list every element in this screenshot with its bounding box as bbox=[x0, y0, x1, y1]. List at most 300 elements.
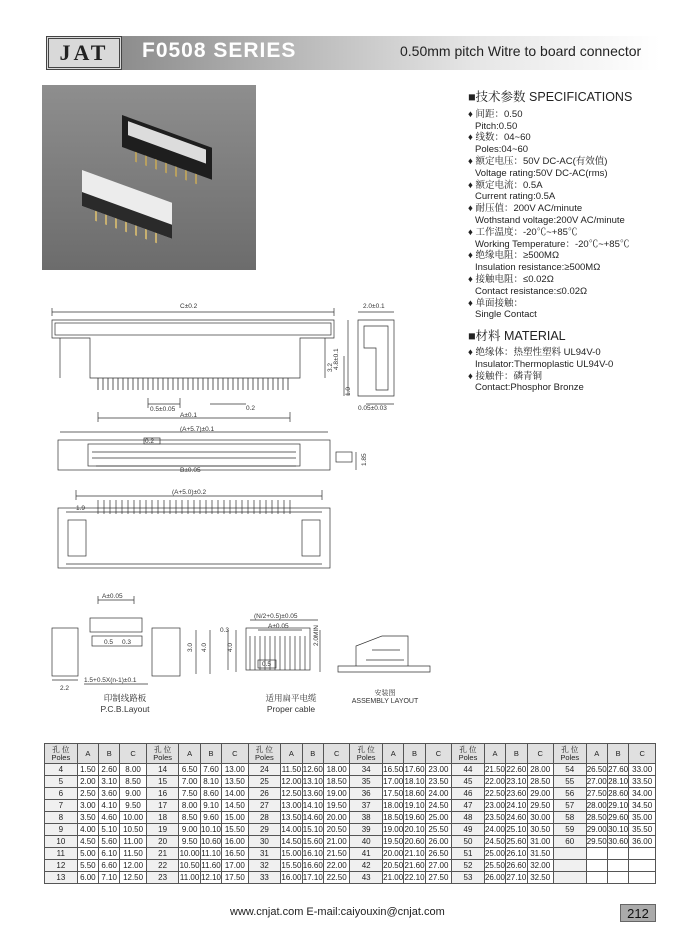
dim-cell: 16.10 bbox=[302, 849, 323, 858]
table-row bbox=[45, 800, 656, 812]
poles-cell: 14 bbox=[146, 764, 179, 776]
dim-h4: 1.0 bbox=[345, 386, 352, 396]
dim-cell: 34.00 bbox=[629, 788, 656, 800]
dim-cell: 36.00 bbox=[629, 836, 656, 848]
poles-cell: 5 bbox=[45, 776, 78, 788]
dim-cell: 24.00 bbox=[425, 788, 451, 800]
dim-cell: 14.60 bbox=[302, 813, 323, 822]
dim-cell: 12.00 bbox=[281, 777, 302, 786]
poles-cell: 46 bbox=[452, 788, 485, 800]
jat-logo: JAT bbox=[46, 36, 122, 70]
dim-cell: 27.00 bbox=[425, 860, 451, 872]
table-row bbox=[45, 788, 656, 800]
spec-item-cn: ♦ 额定电压：50V DC-AC(有效值) bbox=[468, 155, 608, 167]
dim-h2: 4.8±0.1 bbox=[333, 348, 340, 370]
dim-cell: 29.00 bbox=[527, 788, 553, 800]
dim-cell: 25.60 bbox=[506, 837, 527, 846]
col-header-poles: 孔 位 Poles bbox=[452, 744, 485, 764]
poles-cell: 53 bbox=[452, 872, 485, 884]
dim-cell: 18.10 bbox=[404, 777, 425, 786]
poles-cell: 55 bbox=[553, 776, 586, 788]
dim-cell: 26.50 bbox=[586, 765, 607, 774]
dim-cell: 15.00 bbox=[281, 849, 302, 858]
series-title: F0508 SERIES bbox=[142, 39, 297, 62]
dim-cell: 13.60 bbox=[302, 789, 323, 798]
dim-cell: 19.50 bbox=[383, 837, 404, 846]
dim-cell: 28.60 bbox=[608, 789, 629, 798]
col-header-c: C bbox=[527, 744, 553, 764]
col-header-b: B bbox=[302, 744, 323, 764]
dim-cell: 3.50 bbox=[77, 812, 98, 824]
dim-cell: 24.10 bbox=[506, 801, 527, 810]
dim-cell: 8.50 bbox=[179, 812, 200, 824]
dim-cell: 9.00 bbox=[179, 824, 200, 836]
dim-p03: 0.3 bbox=[122, 639, 132, 646]
poles-cell: 58 bbox=[553, 812, 586, 824]
poles-cell: 6 bbox=[45, 788, 78, 800]
material-item-en: Contact:Phosphor Bronze bbox=[475, 382, 584, 394]
dim-cell: 9.10 bbox=[200, 800, 221, 812]
dim-cell: 13.00 bbox=[281, 801, 302, 810]
spec-heading: ■技术参数 SPECIFICATIONS bbox=[468, 90, 633, 104]
spec-item-en: Wothstand voltage:200V AC/minute bbox=[475, 214, 625, 226]
dim-h1: 2.0±0.1 bbox=[363, 303, 385, 310]
col-header-poles: 孔 位 Poles bbox=[350, 744, 383, 764]
dim-cell: 33.00 bbox=[629, 764, 656, 776]
col-header-poles: 孔 位 Poles bbox=[45, 744, 78, 764]
dim-cell: 14.00 bbox=[222, 788, 248, 800]
spec-item-en: Working Temperature：-20℃~+85℃ bbox=[475, 238, 630, 250]
table-row bbox=[45, 776, 656, 788]
dim-cell: 20.10 bbox=[404, 825, 425, 834]
dim-cell: 27.50 bbox=[586, 789, 607, 798]
dim-cell: 24.00 bbox=[484, 825, 505, 834]
poles-cell: 20 bbox=[146, 836, 179, 848]
dim-cell: 10.00 bbox=[179, 849, 200, 858]
poles-cell: 33 bbox=[248, 872, 281, 884]
dim-cell: 29.00 bbox=[586, 825, 607, 834]
dim-cell: 21.00 bbox=[323, 836, 349, 848]
table-row bbox=[45, 836, 656, 848]
dim-cell: 11.60 bbox=[201, 861, 221, 870]
dim-s1: 0.2 bbox=[145, 438, 155, 445]
dim-cell: 16.60 bbox=[302, 861, 323, 870]
col-header-a: A bbox=[484, 744, 505, 764]
dim-cell: 25.10 bbox=[506, 825, 527, 834]
table-row bbox=[45, 812, 656, 824]
poles-cell: 26 bbox=[248, 788, 281, 800]
dim-cell: 23.50 bbox=[484, 813, 505, 822]
dim-cell: 8.00 bbox=[179, 800, 200, 812]
poles-cell: 9 bbox=[45, 824, 78, 836]
dim-cell bbox=[607, 860, 628, 872]
dim-cell: 25.00 bbox=[425, 812, 451, 824]
dim-cell: 18.50 bbox=[383, 813, 404, 822]
dim-cell: 6.00 bbox=[77, 872, 98, 884]
dim-cell: 27.50 bbox=[425, 872, 451, 884]
dim-cell: 13.00 bbox=[222, 764, 248, 776]
dim-cell: 10.10 bbox=[200, 825, 221, 834]
poles-cell: 30 bbox=[248, 836, 281, 848]
dim-d3: A±0.1 bbox=[180, 412, 197, 419]
poles-cell: 60 bbox=[553, 836, 586, 848]
col-header-b: B bbox=[404, 744, 425, 764]
dim-p30: 3.0 bbox=[187, 642, 194, 652]
dim-cell: 28.50 bbox=[527, 776, 553, 788]
dim-cell: 2.00 bbox=[77, 776, 98, 788]
poles-cell: 56 bbox=[553, 788, 586, 800]
spec-item-en: Single Contact bbox=[475, 309, 537, 321]
dim-ca2: A±0.05 bbox=[268, 623, 289, 630]
dim-cell: 7.10 bbox=[99, 872, 120, 884]
dim-cell: 15.60 bbox=[302, 837, 323, 846]
dim-cell: 8.60 bbox=[200, 788, 221, 800]
dim-cell: 25.50 bbox=[425, 824, 451, 836]
dim-cell: 20.00 bbox=[383, 849, 404, 858]
dim-cell: 17.00 bbox=[383, 777, 404, 786]
dim-cell: 3.00 bbox=[77, 800, 98, 812]
col-header-poles: 孔 位 Poles bbox=[248, 744, 281, 764]
dim-cell: 9.50 bbox=[179, 836, 200, 848]
poles-cell: 16 bbox=[146, 788, 179, 800]
footer-contact: www.cnjat.com E-mail:caiyouxin@cnjat.com bbox=[230, 906, 445, 918]
poles-cell: 59 bbox=[553, 824, 586, 836]
poles-cell: 45 bbox=[452, 776, 485, 788]
poles-cell: 7 bbox=[45, 800, 78, 812]
dim-cell: 11.50 bbox=[120, 848, 146, 860]
dim-cell: 12.50 bbox=[281, 789, 302, 798]
poles-cell: 39 bbox=[350, 824, 383, 836]
col-header-a: A bbox=[77, 744, 98, 764]
dim-cell: 6.10 bbox=[99, 848, 120, 860]
dim-cell: 14.10 bbox=[302, 801, 323, 810]
dim-cell: 19.00 bbox=[323, 788, 349, 800]
dim-cell: 1.50 bbox=[77, 764, 98, 776]
dim-cell: 10.50 bbox=[179, 861, 200, 870]
dim-p05: 0.5 bbox=[104, 639, 114, 646]
dim-cell: 12.60 bbox=[302, 765, 323, 774]
dim-pf: 1.5+0.5X(n-1)±0.1 bbox=[84, 677, 137, 684]
dim-d1: 0.5±0.05 bbox=[150, 406, 176, 413]
poles-cell: 42 bbox=[350, 860, 383, 872]
dim-cell: 28.00 bbox=[586, 801, 607, 810]
spec-item-en: Voltage rating:50V DC-AC(rms) bbox=[475, 167, 608, 179]
dim-v1: 1.85 bbox=[361, 453, 368, 466]
poles-cell: 38 bbox=[350, 812, 383, 824]
dim-cell: 25.00 bbox=[484, 849, 505, 858]
poles-cell: 19 bbox=[146, 824, 179, 836]
col-header-c: C bbox=[425, 744, 451, 764]
dim-cell: 9.00 bbox=[120, 788, 146, 800]
dim-ca: (N/2+0.5)±0.05 bbox=[254, 613, 298, 620]
poles-cell: 12 bbox=[45, 860, 78, 872]
dim-cell: 11.10 bbox=[201, 849, 221, 858]
dim-cell bbox=[629, 872, 656, 884]
dim-cell: 11.00 bbox=[179, 873, 200, 882]
poles-cell: 22 bbox=[146, 860, 179, 872]
dim-cell: 2.60 bbox=[99, 764, 120, 776]
dim-cell: 30.00 bbox=[527, 812, 553, 824]
dim-pa: A±0.05 bbox=[102, 593, 123, 600]
dim-cell: 28.10 bbox=[608, 777, 629, 786]
dim-cell: 15.00 bbox=[222, 812, 248, 824]
dim-a2: (A+5.0)±0.2 bbox=[172, 489, 207, 496]
spec-item-en: Poles:04~60 bbox=[475, 144, 529, 156]
col-header-c: C bbox=[222, 744, 248, 764]
dim-cell: 17.60 bbox=[404, 765, 425, 774]
assembly-caption: 安装图 ASSEMBLY LAYOUT bbox=[351, 690, 419, 705]
dim-cell bbox=[586, 872, 607, 884]
cable-caption: 适用扁平电缆 Proper cable bbox=[265, 693, 317, 714]
table-row bbox=[45, 848, 656, 860]
col-header-b: B bbox=[607, 744, 628, 764]
dim-cell: 16.00 bbox=[222, 836, 248, 848]
spec-item-en: Pitch:0.50 bbox=[475, 120, 518, 132]
dim-cell: 10.50 bbox=[120, 824, 146, 836]
col-header-b: B bbox=[99, 744, 120, 764]
dim-cell: 11.50 bbox=[281, 765, 302, 774]
dim-cell: 23.50 bbox=[425, 776, 451, 788]
dim-cell: 3.60 bbox=[99, 788, 120, 800]
spec-item-cn: ♦ 耐压值：200V AC/minute bbox=[468, 203, 583, 215]
col-header-b: B bbox=[200, 744, 221, 764]
dim-cell: 17.50 bbox=[383, 789, 404, 798]
dim-cell: 5.50 bbox=[77, 860, 98, 872]
poles-cell: 8 bbox=[45, 812, 78, 824]
dim-cell: 4.10 bbox=[99, 800, 120, 812]
dim-cell: 2.50 bbox=[77, 788, 98, 800]
dim-cell bbox=[586, 848, 607, 860]
dim-cell: 13.10 bbox=[302, 777, 323, 786]
dim-d2: 0.2 bbox=[246, 405, 256, 412]
dim-cell: 24.50 bbox=[484, 837, 505, 846]
dim-cell: 31.50 bbox=[527, 848, 553, 860]
dim-cell: 22.10 bbox=[404, 873, 425, 882]
dim-cell: 13.50 bbox=[222, 776, 248, 788]
poles-cell: 15 bbox=[146, 776, 179, 788]
dim-cell: 18.00 bbox=[323, 764, 349, 776]
dim-cell bbox=[607, 848, 628, 860]
dim-p22: 2.2 bbox=[60, 685, 70, 692]
dim-cell: 33.50 bbox=[629, 776, 656, 788]
dim-cell: 12.50 bbox=[120, 872, 146, 884]
dim-cell: 20.50 bbox=[323, 824, 349, 836]
table-row bbox=[45, 860, 656, 872]
dim-cell bbox=[607, 872, 628, 884]
dim-cell: 20.50 bbox=[383, 861, 404, 870]
poles-cell: 10 bbox=[45, 836, 78, 848]
dim-cell: 9.50 bbox=[120, 800, 146, 812]
poles-cell: 11 bbox=[45, 848, 78, 860]
material-item-cn: ♦ 接触件：磷青铜 bbox=[468, 370, 542, 382]
dim-cell: 29.10 bbox=[608, 801, 629, 810]
spec-item-cn: ♦ 绝缘电阻：≥500MΩ bbox=[468, 250, 560, 262]
dim-cell: 10.60 bbox=[200, 837, 221, 846]
poles-cell: 34 bbox=[350, 764, 383, 776]
poles-cell: 54 bbox=[553, 764, 586, 776]
dim-cell: 14.00 bbox=[281, 825, 302, 834]
poles-cell: 44 bbox=[452, 764, 485, 776]
poles-cell: 35 bbox=[350, 776, 383, 788]
dim-cell: 16.00 bbox=[281, 873, 302, 882]
dim-cell: 26.10 bbox=[506, 849, 527, 858]
dim-cell: 21.60 bbox=[404, 861, 425, 870]
poles-cell: 41 bbox=[350, 848, 383, 860]
dim-cell: 19.10 bbox=[404, 801, 425, 810]
dim-cell: 17.10 bbox=[302, 873, 323, 882]
spec-item-cn: ♦ 间距：0.50 bbox=[468, 108, 523, 120]
poles-cell: 43 bbox=[350, 872, 383, 884]
dim-cell: 22.00 bbox=[323, 860, 349, 872]
dim-cell: 23.00 bbox=[425, 764, 451, 776]
poles-cell: 21 bbox=[146, 848, 179, 860]
dim-cell: 28.00 bbox=[527, 764, 553, 776]
dim-cell: 21.00 bbox=[383, 873, 404, 882]
dim-cell: 35.00 bbox=[629, 812, 656, 824]
dim-cell: 23.10 bbox=[506, 777, 527, 786]
page-number: 212 bbox=[620, 904, 656, 922]
poles-cell: 40 bbox=[350, 836, 383, 848]
poles-cell: 50 bbox=[452, 836, 485, 848]
dim-cell: 22.50 bbox=[323, 872, 349, 884]
poles-cell bbox=[553, 872, 586, 884]
poles-cell: 37 bbox=[350, 800, 383, 812]
dim-cell: 24.60 bbox=[506, 813, 527, 822]
dim-v2: 1.9 bbox=[76, 505, 86, 512]
poles-cell: 32 bbox=[248, 860, 281, 872]
dim-cell: 21.50 bbox=[323, 848, 349, 860]
dim-h3: 3.2 bbox=[327, 362, 334, 372]
dim-cell: 26.00 bbox=[425, 836, 451, 848]
dim-cell: 7.50 bbox=[179, 788, 200, 800]
spec-item-cn: ♦ 接触电阻：≤0.02Ω bbox=[468, 273, 554, 285]
dim-cell: 27.00 bbox=[586, 777, 607, 786]
poles-cell: 24 bbox=[248, 764, 281, 776]
dim-cell: 17.50 bbox=[222, 872, 248, 884]
dim-cell: 22.50 bbox=[484, 789, 505, 798]
spec-item-en: Contact resistance:≤0.02Ω bbox=[475, 285, 588, 297]
dim-c: C±0.2 bbox=[180, 303, 198, 310]
dim-cell: 8.10 bbox=[200, 776, 221, 788]
dim-cell: 10.00 bbox=[120, 812, 146, 824]
dim-cell: 20.60 bbox=[404, 837, 425, 846]
poles-cell: 47 bbox=[452, 800, 485, 812]
dim-cell: 17.00 bbox=[222, 860, 248, 872]
dim-c05: 0.5 bbox=[262, 661, 272, 668]
dim-cell: 26.50 bbox=[425, 848, 451, 860]
dim-cell: 25.50 bbox=[484, 861, 505, 870]
spec-item-en: Current rating:0.5A bbox=[475, 191, 556, 203]
poles-cell: 4 bbox=[45, 764, 78, 776]
poles-cell: 57 bbox=[553, 800, 586, 812]
dim-cell: 16.50 bbox=[383, 765, 404, 774]
dim-cell: 30.60 bbox=[608, 837, 629, 846]
table-row bbox=[45, 872, 656, 884]
dim-cell: 6.60 bbox=[99, 860, 120, 872]
dim-cell: 7.60 bbox=[200, 764, 221, 776]
table-row bbox=[45, 824, 656, 836]
poles-cell: 27 bbox=[248, 800, 281, 812]
dim-cell: 21.50 bbox=[484, 765, 505, 774]
dim-cell: 28.50 bbox=[586, 813, 607, 822]
dim-cell: 35.50 bbox=[629, 824, 656, 836]
dim-cell: 20.00 bbox=[323, 812, 349, 824]
dim-cell: 26.00 bbox=[484, 873, 505, 882]
dim-cell: 11.00 bbox=[120, 836, 146, 848]
poles-cell: 13 bbox=[45, 872, 78, 884]
dim-d4: (A+5.7)±0.1 bbox=[180, 426, 215, 433]
poles-cell: 25 bbox=[248, 776, 281, 788]
dim-cell: 7.00 bbox=[179, 776, 200, 788]
dim-cell: 32.50 bbox=[527, 872, 553, 884]
dim-cell: 8.50 bbox=[120, 776, 146, 788]
dim-c20: 2.0MIN bbox=[313, 625, 320, 646]
dim-h5: 0.05±0.03 bbox=[358, 405, 387, 412]
material-item-cn: ♦ 绝缘体：热塑性塑料 UL94V-0 bbox=[468, 346, 601, 358]
dim-cell: 22.60 bbox=[506, 765, 527, 774]
poles-cell: 29 bbox=[248, 824, 281, 836]
col-header-a: A bbox=[179, 744, 200, 764]
dim-cell: 23.60 bbox=[506, 789, 527, 798]
dim-cell: 32.00 bbox=[527, 860, 553, 872]
spec-item-cn: ♦ 线数：04~60 bbox=[468, 132, 531, 144]
dim-cell: 4.00 bbox=[77, 824, 98, 836]
dim-cell: 29.50 bbox=[586, 837, 607, 846]
dim-cell: 12.00 bbox=[120, 860, 146, 872]
col-header-poles: 孔 位 Poles bbox=[146, 744, 179, 764]
col-header-a: A bbox=[281, 744, 302, 764]
dim-cell: 15.50 bbox=[222, 824, 248, 836]
dim-cell: 16.50 bbox=[222, 848, 248, 860]
dim-cell: 14.50 bbox=[222, 800, 248, 812]
col-header-a: A bbox=[383, 744, 404, 764]
col-header-c: C bbox=[120, 744, 146, 764]
poles-cell: 49 bbox=[452, 824, 485, 836]
dim-cell: 22.00 bbox=[484, 777, 505, 786]
dim-cell bbox=[629, 848, 656, 860]
dimension-table bbox=[44, 743, 656, 884]
subtitle: 0.50mm pitch Witre to board connector bbox=[400, 43, 642, 59]
dim-cell: 5.00 bbox=[77, 848, 98, 860]
material-item-en: Insulator:Thermoplastic UL94V-0 bbox=[475, 358, 614, 370]
dim-cell: 30.10 bbox=[608, 825, 629, 834]
col-header-c: C bbox=[323, 744, 349, 764]
dim-cell: 14.50 bbox=[281, 837, 302, 846]
dim-cell: 4.60 bbox=[99, 812, 120, 824]
poles-cell: 31 bbox=[248, 848, 281, 860]
dim-cell: 8.00 bbox=[120, 764, 146, 776]
dim-cell: 15.10 bbox=[302, 825, 323, 834]
dim-cell: 30.50 bbox=[527, 824, 553, 836]
dim-cell bbox=[629, 860, 656, 872]
poles-cell bbox=[553, 860, 586, 872]
poles-cell: 18 bbox=[146, 812, 179, 824]
poles-cell: 48 bbox=[452, 812, 485, 824]
col-header-b: B bbox=[506, 744, 527, 764]
dim-p40: 4.0 bbox=[201, 642, 208, 652]
dim-cell: 6.50 bbox=[179, 764, 200, 776]
dim-b: B±0.05 bbox=[180, 467, 201, 474]
dim-cell: 29.60 bbox=[608, 813, 629, 822]
dim-cell: 15.50 bbox=[281, 861, 302, 870]
dim-cell: 29.50 bbox=[527, 800, 553, 812]
poles-cell: 36 bbox=[350, 788, 383, 800]
dim-cell: 18.00 bbox=[383, 801, 404, 810]
dim-cell: 9.60 bbox=[200, 812, 221, 824]
dim-cell: 23.00 bbox=[484, 801, 505, 810]
dim-cell: 3.10 bbox=[99, 776, 120, 788]
poles-cell: 23 bbox=[146, 872, 179, 884]
